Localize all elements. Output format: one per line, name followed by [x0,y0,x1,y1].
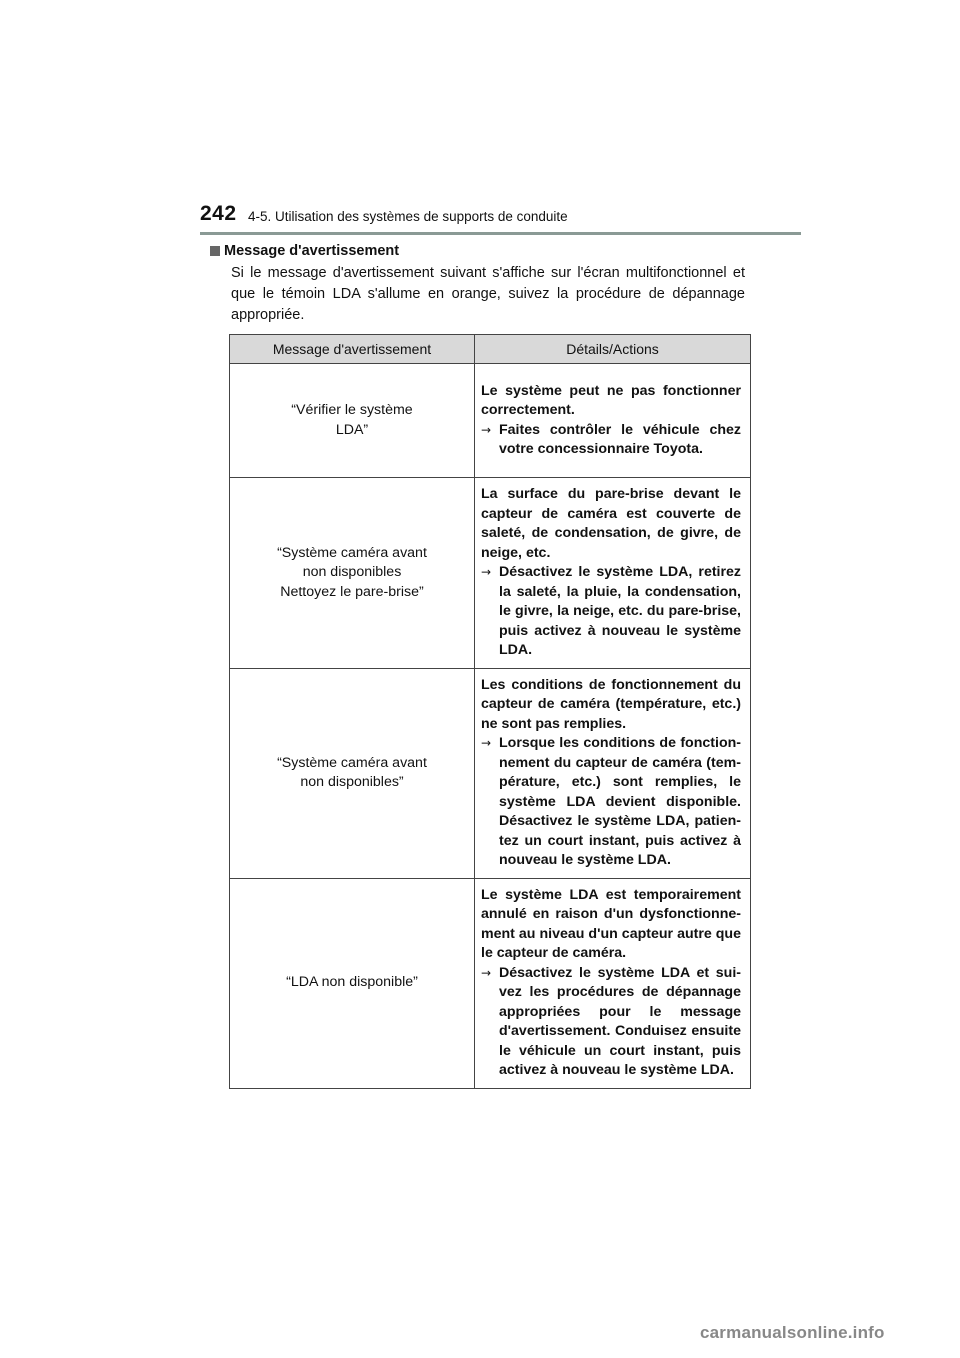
arrow-right-icon: → [481,565,492,579]
section-heading [210,243,399,259]
message-line: non disponibles” [300,774,404,790]
page-number: 242 [200,202,237,225]
column-header-details: Détails/Actions [475,335,751,364]
details-cell [475,364,751,478]
detail-action [481,421,741,460]
section-heading-text: Message d'avertissement [224,243,400,259]
arrow-right-icon: → [481,736,492,750]
table-row [230,364,751,478]
action-text: Désactivez le système LDA et sui-vez les procédures de dépannage appropriées pour le message d'avertissement. Conduisez ensuite le véhicule un court instant, puis activez à nouveau le système LDA. [499,964,741,1078]
detail-action [481,734,741,871]
message-line: Nettoyez le pare-brise” [280,583,424,600]
table-header-row [230,335,751,364]
table-row [230,878,751,1088]
warning-message-cell [230,668,475,878]
arrow-right-icon: → [481,422,492,437]
square-bullet-icon [210,246,220,256]
chapter-title: 4-5. Utilisation des systèmes de supports de conduite [248,209,568,224]
detail-action [481,964,741,1081]
warning-messages-table [229,334,751,1089]
details-cell [475,668,751,878]
table-row [230,668,751,878]
details-cell [475,478,751,669]
message-line: non disponibles [302,564,402,580]
table-row [230,478,751,669]
watermark-text: carmanualsonline.info [700,1323,885,1342]
intro-paragraph: Si le message d'avertissement suivant s'affiche sur l'écran multifonctionnel et que le témoin LDA s'allume en orange, suivez la procédure de dépannage appropriée. [231,265,745,323]
arrow-right-icon: → [481,965,492,980]
action-text: Désactivez le système LDA, retirez la saleté, la pluie, la condensation, le givre, la neige, etc. du pare-brise, puis activez à nouveau le système LDA. [499,564,741,658]
detail-action [481,563,741,661]
warning-message-cell [230,364,475,478]
message-line: “Système caméra avant [277,544,427,561]
message-line: LDA” [335,421,369,438]
header-divider [200,232,801,235]
warning-message-cell [230,878,475,1088]
detail-description: Le système LDA est temporairement annulé en raison d'un dysfonctionne-ment au niveau d'un capteur autre que le capteur de caméra. [481,886,741,961]
message-line: “LDA non disponible” [286,974,418,991]
details-cell [475,878,751,1088]
detail-description: Les conditions de fonctionnement du capteur de caméra (température, etc.) ne sont pas remplies. [481,676,741,732]
column-header-message: Message d'avertissement [230,335,475,364]
message-line: “Système caméra avant [277,754,427,771]
detail-description: Le système peut ne pas fonctionner correctement. [481,382,741,418]
action-text: Faites contrôler le véhicule chez votre concessionnaire Toyota. [499,421,741,457]
action-text: Lorsque les conditions de fonction-nement du capteur de caméra (tem-pérature, etc.) sont remplies, le système LDA devient disponible. Désactivez le système LDA, patien-tez un court instant, puis activez à nouveau le système LDA. [499,735,741,868]
warning-message-cell [230,478,475,669]
message-line: “Vérifier le système [291,402,413,418]
detail-description: La surface du pare-brise devant le capteur de caméra est couverte de saleté, de condensation, de givre, de neige, etc. [481,486,741,561]
